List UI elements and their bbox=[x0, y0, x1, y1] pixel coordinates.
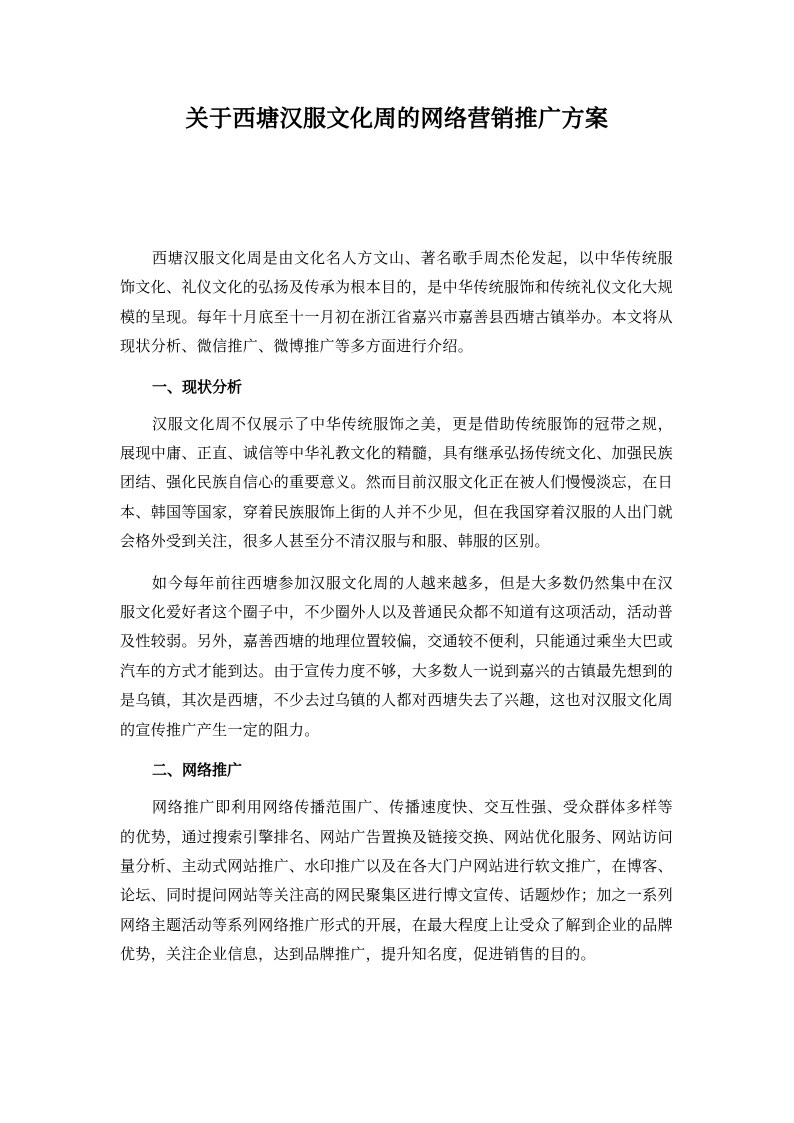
paragraph-spacer bbox=[120, 557, 673, 569]
intro-paragraph: 西塘汉服文化周是由文化名人方文山、著名歌手周杰伦发起，以中华传统服饰文化、礼仪文化的弘扬及传承为根本目的，是中华传统服饰和传统礼仪文化大规模的呈现。每年十月底至十一月初在浙江省嘉兴市嘉善县西塘古镇举办。本文将从现状分析、微信推广、微博推广等多方面进行介绍。 bbox=[120, 249, 673, 356]
status-paragraph-2: 如今每年前往西塘参加汉服文化周的人越来越多，但是大多数仍然集中在汉服文化爱好者这个圈子中，不少圈外人以及普通民众都不知道有这项活动，活动普及性较弱。另外，嘉善西塘的地理位置较偏，交通较不便利，只能通过乘坐大巴或汽车的方式才能到达。由于宣传力度不够，大多数人一说到嘉兴的古镇最先想到的是乌镇，其次是西塘，不少去过乌镇的人都对西塘失去了兴趣，这也对汉服文化周的宣传推广产生一定的阻力。 bbox=[120, 573, 673, 739]
section-heading-status-analysis: 一、现状分析 bbox=[152, 377, 243, 396]
document-body bbox=[120, 244, 673, 970]
section-heading-network-promotion: 二、网络推广 bbox=[152, 761, 243, 780]
status-paragraph-1: 汉服文化周不仅展示了中华传统服饰之美，更是借助传统服饰的冠带之规，展现中庸、正直、诚信等中华礼教文化的精髓，具有继承弘扬传统文化、加强民族团结、强化民族自信心的重要意义。然而目前汉服文化正在被人们慢慢淡忘，在日本、韩国等国家，穿着民族服饰上街的人并不少见，但在我国穿着汉服的人出门就会格外受到关注，很多人甚至分不清汉服与和服、韩服的区别。 bbox=[120, 414, 673, 551]
network-promotion-paragraph: 网络推广即利用网络传播范围广、传播速度快、交互性强、受众群体多样等的优势，通过搜索引擎排名、网站广告置换及链接交换、网站优化服务、网站访问量分析、主动式网站推广、水印推广以及在各大门户网站进行软文推广，在博客、论坛、同时提问网站等关注高的网民聚集区进行博文宣传、话题炒作；加之一系列网络主题活动等系列网络推广形式的开展，在最大程度上让受众了解到企业的品牌优势，关注企业信息，达到品牌推广，提升知名度，促进销售的目的。 bbox=[120, 798, 673, 964]
document-title: 关于西塘汉服文化周的网络营销推广方案 bbox=[185, 106, 609, 132]
